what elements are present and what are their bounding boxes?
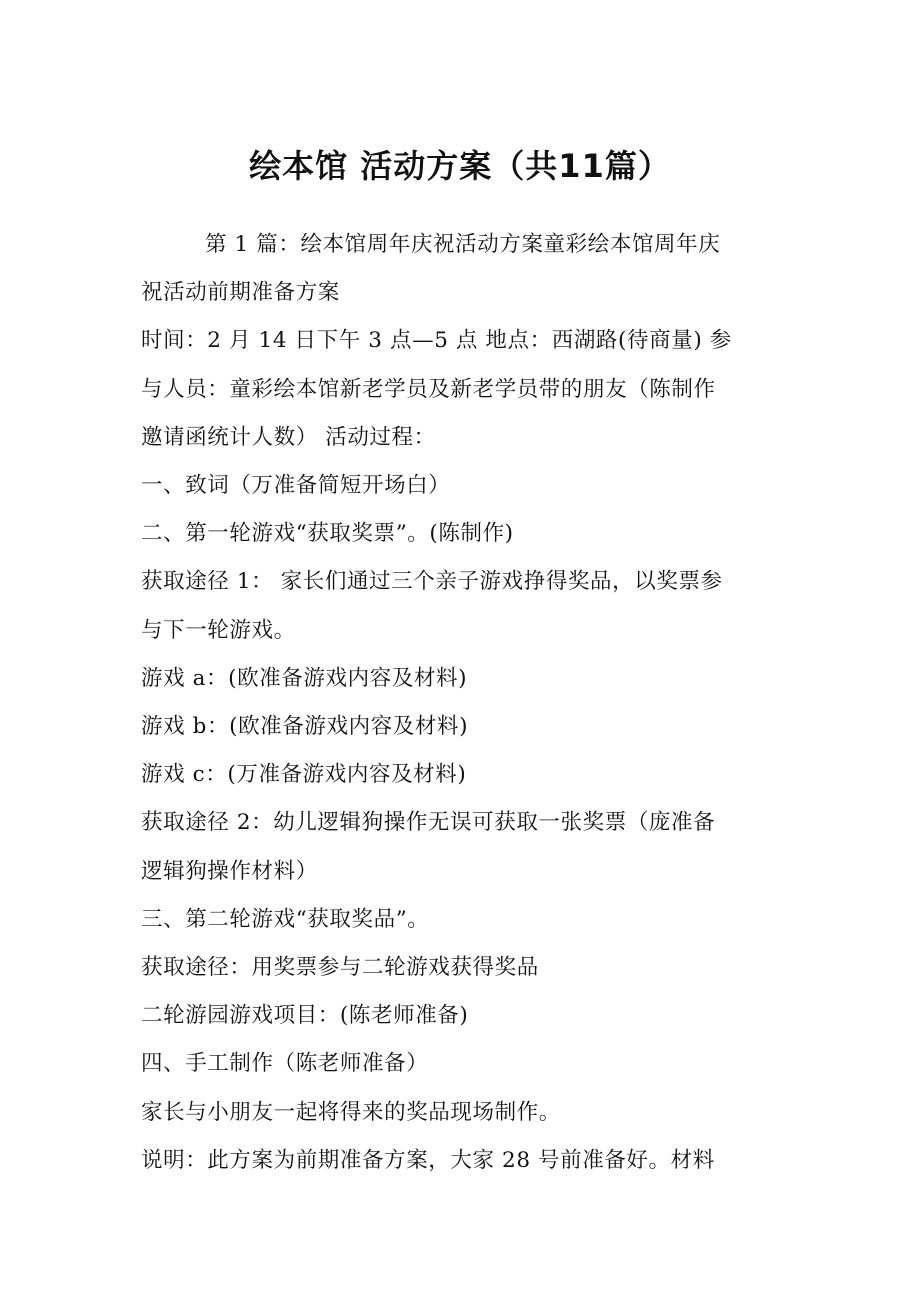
paragraph-line-13: 获取途径 2：幼儿逻辑狗操作无误可获取一张奖票（庞准备 [141,810,716,836]
paragraph-line-2: 祝活动前期准备方案 [141,280,340,306]
paragraph-line-19: 家长与小朋友一起将得来的奖品现场制作。 [141,1099,561,1125]
paragraph-line-10: 游戏 a：(欧准备游戏内容及材料) [141,665,468,691]
document-title: 绘本馆 活动方案（共11篇） [249,147,671,185]
paragraph-line-20: 说明：此方案为前期准备方案，大家 28 号前准备好。材料 [141,1147,715,1173]
paragraph-line-6: 一、致词（万准备简短开场白） [141,473,451,499]
paragraph-line-8: 获取途径 1： 家长们通过三个亲子游戏挣得奖品，以奖票参 [141,569,723,595]
paragraph-line-15: 三、第二轮游戏“获取奖品”。 [141,906,430,932]
paragraph-line-4: 与人员：童彩绘本馆新老学员及新老学员带的朋友（陈制作 [141,376,716,402]
paragraph-line-17: 二轮游园游戏项目：(陈老师准备) [141,1003,469,1029]
paragraph-line-16: 获取途径：用奖票参与二轮游戏获得奖品 [141,955,539,981]
document-body [141,221,786,1185]
paragraph-line-14: 逻辑狗操作材料） [141,858,318,884]
paragraph-line-9: 与下一轮游戏。 [141,617,296,643]
paragraph-line-5: 邀请函统计人数） 活动过程： [141,424,436,450]
paragraph-line-3: 时间：2 月 14 日下午 3 点—5 点 地点：西湖路(待商量) 参 [141,328,732,354]
paragraph-line-1: 第 1 篇：绘本馆周年庆祝活动方案童彩绘本馆周年庆 [205,232,721,257]
paragraph-line-11: 游戏 b：(欧准备游戏内容及材料) [141,714,469,740]
paragraph-line-7: 二、第一轮游戏“获取奖票”。(陈制作) [141,521,514,547]
paragraph-line-18: 四、手工制作（陈老师准备） [141,1051,429,1077]
paragraph-line-12: 游戏 c：(万准备游戏内容及材料) [141,762,467,788]
